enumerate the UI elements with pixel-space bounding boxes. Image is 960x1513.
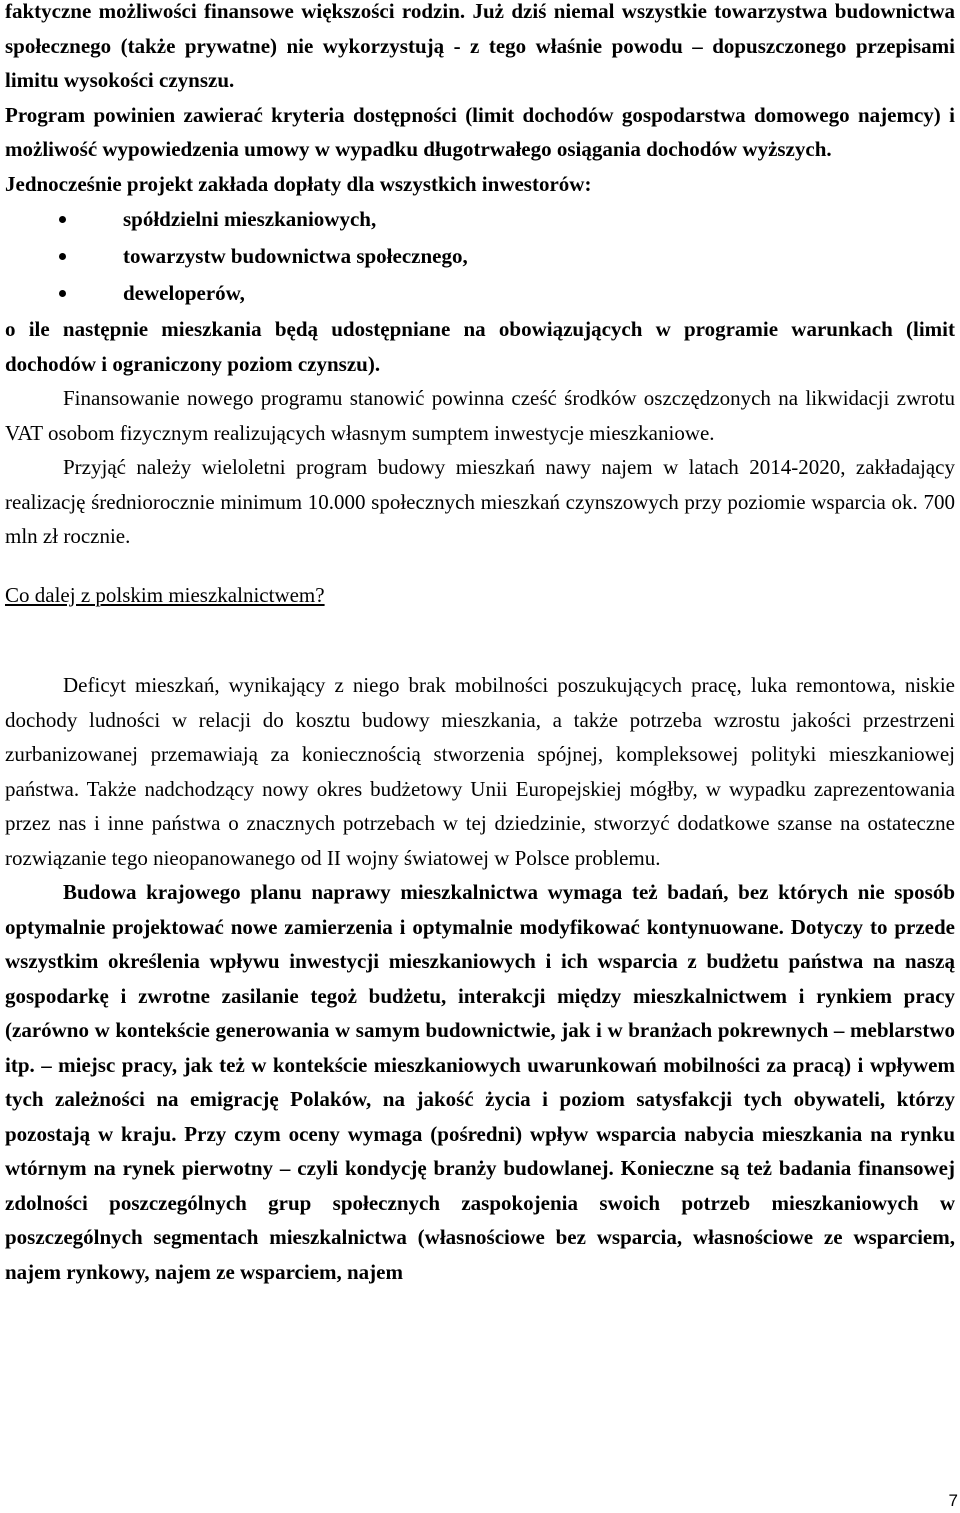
page-number: 7 <box>948 1491 958 1510</box>
section-heading: Co dalej z polskim mieszkalnictwem? <box>5 582 325 607</box>
bullet-icon <box>59 290 66 297</box>
investor-list <box>5 201 955 312</box>
document-body <box>5 0 955 1289</box>
list-item: deweloperów, <box>5 275 955 312</box>
paragraph-conditions: o ile następnie mieszkania będą udostępniane na obowiązujących w programie warunkach (limit dochodów i ograniczony poziom czynszu). <box>5 317 955 376</box>
paragraph-subsidies-intro: Jednocześnie projekt zakłada dopłaty dla wszystkich inwestorów: <box>5 171 592 196</box>
list-item: towarzystw budownictwa społecznego, <box>5 238 955 275</box>
list-item: spółdzielni mieszkaniowych, <box>5 201 955 238</box>
paragraph-program-criteria: Program powinien zawierać kryteria dostępności (limit dochodów gospodarstwa domowego najemcy) i możliwość wypowiedzenia umowy w wypadku długotrwałego osiągania dochodów wyższych. <box>5 102 955 161</box>
paragraph-program-scope: Przyjąć należy wieloletni program budowy mieszkań nawy najem w latach 2014-2020, zakładający realizację średniorocznie minimum 10.000 społecznych mieszkań czynszowych przy poziomie wsparcia ok. 700 mln zł rocznie. <box>5 455 955 548</box>
paragraph-financing: Finansowanie nowego programu stanowić powinna cześć środków oszczędzonych na likwidacji zwrotu VAT osobom fizycznym realizujących własnym sumptem inwestycje mieszkaniowe. <box>5 386 955 445</box>
paragraph-housing-deficit: Deficyt mieszkań, wynikający z niego brak mobilności poszukujących pracę, luka remontowa, niskie dochody ludności w relacji do kosztu budowy mieszkania, a także potrzeba wzrostu jakości przestrzeni zurbanizowanej przemawiają za koniecznością stworzenia spójnej, kompleksowej polityki mieszkaniowej państwa. Także nadchodzący nowy okres budżetowy Unii Europejskiej mógłby, w wypadku zaprezentowania przez nas i inne państwa o znacznych potrzebach w tej dziedzinie, stworzyć dodatkowe szanse na ostateczne rozwiązanie tego nieopanowanego od II wojny światowej w Polsce problemu. <box>5 673 955 870</box>
bullet-icon <box>59 253 66 260</box>
paragraph-intro-continuation: faktyczne możliwości finansowe większości rodzin. Już dziś niemal wszystkie towarzystwa budownictwa społecznego (także prywatne) nie wykorzystują - z tego właśnie powodu – dopuszczonego przepisami limitu wysokości czynszu. <box>5 0 955 92</box>
paragraph-research-needs: Budowa krajowego planu naprawy mieszkalnictwa wymaga też badań, bez których nie sposób optymalnie projektować nowe zamierzenia i optymalnie modyfikować kontynuowane. Dotyczy to przede wszystkim określenia wpływu inwestycji mieszkaniowych i ich wsparcia z budżetu państwa na naszą gospodarkę i zwrotne zasilanie tegoż budżetu, interakcji między mieszkalnictwem i rynkiem pracy (zarówno w kontekście generowania w samym budownictwie, jak i w branżach pokrewnych – meblarstwo itp. – miejsc pracy, jak też w kontekście mieszkaniowych uwarunkowań mobilności za pracą) i wpływem tych zależności na emigrację Polaków, na jakość życia i poziom satysfakcji tych obywateli, którzy pozostają w kraju. Przy czym oceny wymaga (pośredni) wpływ wsparcia nabycia mieszkania na rynku wtórnym na rynek pierwotny – czyli kondycję branży budowlanej. Konieczne są też badania finansowej zdolności poszczególnych grup społecznych zaspokojenia swoich potrzeb mieszkaniowych w poszczególnych segmentach mieszkalnictwa (własnościowe bez wsparcia, własnościowe ze wsparciem, najem rynkowy, najem ze wsparciem, najem <box>5 880 955 1284</box>
bullet-icon <box>59 216 66 223</box>
